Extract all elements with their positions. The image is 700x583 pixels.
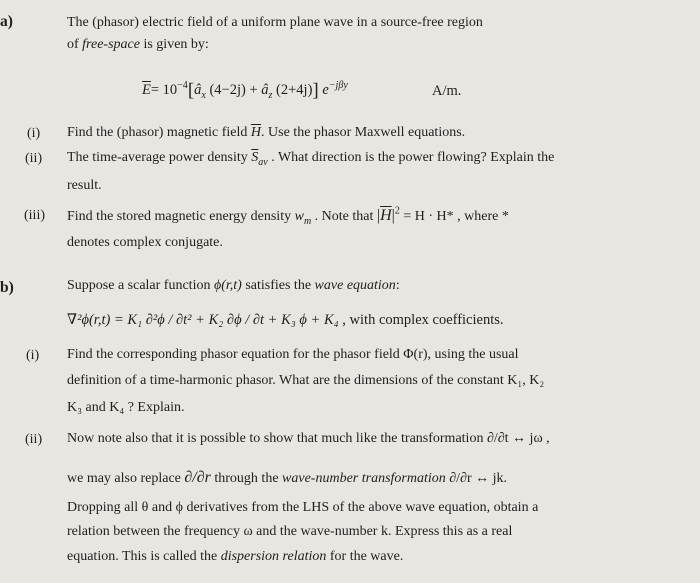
item-a-iii-line2: denotes complex conjugate. [67, 235, 223, 250]
part-a-intro-line1: The (phasor) electric field of a uniform plane wave in a source-free region [67, 15, 483, 30]
part-b-label: b) [0, 279, 14, 296]
part-a-intro-line2: of free-space is given by: [67, 37, 209, 52]
item-b-ii-line4: relation between the frequency ω and the wave-number k. Express this as a real [67, 524, 513, 539]
item-a-ii-text: The time-average power density $\overline{S}_{av}$ . What direction is the power flowing? Explain the [67, 150, 555, 168]
h-magnitude-squared: $|\overline{H}|^2$ [376, 205, 400, 224]
wave-equation: ∇²ϕ(r,t) = K₁ ∂²ϕ / ∂t² + K₂ ∂ϕ / ∂t + K₃ ϕ + K₄ , with complex coefficients. [67, 312, 504, 328]
item-b-ii-line2: we may also replace ∂/∂r through the wave-number transformation ∂/∂r ↔ jk. [67, 469, 508, 486]
item-a-iii-text: Find the stored magnetic energy density $w_m$ . Note that $|\overline{H}|^2 = H \cdot H*$ , where * [67, 205, 509, 227]
item-b-ii-line1: Now note also that it is possible to show that much like the transformation ∂/∂t ↔ jω , [67, 431, 550, 446]
item-b-i-line2: definition of a time-harmonic phasor. What are the dimensions of the constant K₁, K₂ [67, 373, 545, 388]
item-b-i-line3: K₃ and K₄ ? Explain. [67, 400, 185, 415]
item-b-ii-line3: Dropping all θ and ϕ derivatives from the LHS of the above wave equation, obtain a [67, 500, 539, 515]
item-b-ii-number: (ii) [25, 432, 43, 447]
item-b-i-line1: Find the corresponding phasor equation for the phasor field Φ(r), using the usual [67, 347, 519, 362]
item-a-ii-line2: result. [67, 178, 102, 193]
field-units: A/m. [432, 83, 462, 99]
item-b-i-number: (i) [26, 348, 40, 363]
item-a-ii-number: (ii) [25, 151, 43, 166]
item-a-iii-number: (iii) [24, 208, 45, 223]
electric-field-equation: $\overline{E}=$ $10^{-4}[â_x$ $(4-2j) + â_z$ (2+4j)] $e^{-j\beta y}$ [142, 80, 348, 101]
item-b-ii-line5: equation. This is called the dispersion relation for the wave. [67, 549, 404, 564]
item-a-i-number: (i) [27, 126, 41, 141]
item-a-i-text: Find the (phasor) magnetic field $\overline{H}$. Use the phasor Maxwell equations. [67, 125, 466, 140]
part-a-label: a) [0, 13, 13, 30]
part-b-intro: Suppose a scalar function ϕ(r,t) satisfies the wave equation: [67, 278, 400, 293]
